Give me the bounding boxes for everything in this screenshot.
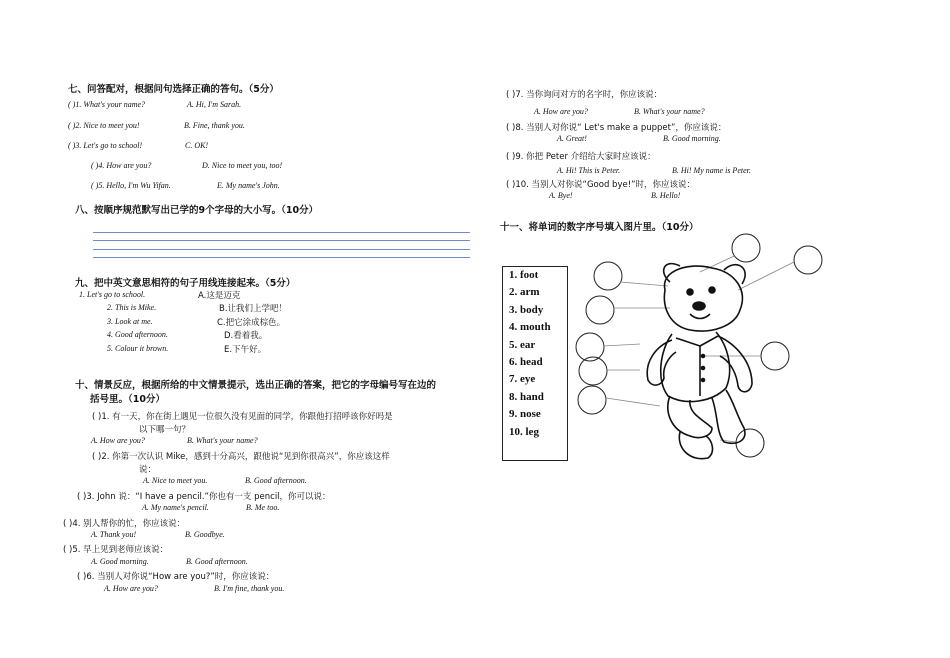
word-item: 3. body xyxy=(509,303,544,316)
sec10-question-1-cont: 以下哪一句？ xyxy=(139,425,191,435)
word-item: 1. foot xyxy=(509,269,539,281)
sec10-question-6: ( )6. 当别人对你说“How are you?”时，你应该说： xyxy=(77,572,275,582)
sec7-answer-d: D. Nice to meet you, too! xyxy=(202,161,283,170)
sec10-option-a: A. How are you? xyxy=(104,584,158,593)
sec10-option-a: A. Great! xyxy=(557,134,587,143)
writing-line xyxy=(93,249,470,250)
sec10-option-b: B. Hi! My name is Peter. xyxy=(672,166,751,175)
sec10-question-2: ( )2. 你第一次认识 Mike，感到十分高兴，跟他说“见到你很高兴”，你应该这样 xyxy=(92,452,390,462)
word-list-box xyxy=(502,266,568,461)
section8-title: 八、按顺序规范默写出已学的9个字母的大小写。（10分） xyxy=(75,205,319,216)
label-circle xyxy=(761,342,789,370)
word-item: 9. nose xyxy=(509,408,541,421)
sec9-english-2: 2. This is Mike. xyxy=(107,303,157,312)
sec9-chinese-d: D.看着我。 xyxy=(224,331,268,341)
sec10-option-a: A. How are you? xyxy=(91,436,145,445)
sec10-question-10: ( )10. 当别人对你说“Good bye!”时，你应该说： xyxy=(506,180,696,190)
writing-line xyxy=(93,240,470,241)
word-item: 5. ear xyxy=(509,338,536,351)
sec7-question-4: ( )4. How are you? xyxy=(91,161,152,170)
sec7-question-3: ( )3. Let's go to school! xyxy=(68,141,143,150)
writing-line xyxy=(93,232,470,233)
word-item: 10. leg xyxy=(509,425,539,438)
label-circle xyxy=(579,357,607,385)
label-circle xyxy=(736,429,764,457)
sec10-question-1: ( )1. 有一天，你在街上遇见一位很久没有见面的同学，你跟他打招呼该你好吗是 xyxy=(92,412,393,422)
bear-illustration xyxy=(575,230,825,470)
sec7-question-2: ( )2. Nice to meet you! xyxy=(68,121,140,130)
sec9-chinese-a: A.这是迈克 xyxy=(198,291,241,301)
section10-title: 十、情景反应，根据所给的中文情景提示，选出正确的答案，把它的字母编号写在边的 xyxy=(75,380,437,391)
sec10-option-b: B. What's your name? xyxy=(187,436,258,445)
word-item: 2. arm xyxy=(509,286,540,299)
section11-title: 十一、将单词的数字序号填入图片里。（10分） xyxy=(500,222,699,233)
sec10-option-b: B. What's your name? xyxy=(634,107,705,116)
word-item: 4. mouth xyxy=(509,321,551,334)
label-circle xyxy=(794,246,822,274)
sec10-question-5: ( )5. 早上见到老师应该说： xyxy=(63,545,169,555)
sec9-english-3: 3. Look at me. xyxy=(107,317,153,326)
sec7-answer-b: B. Fine, thank you. xyxy=(184,121,245,130)
sec10-option-a: A. My name's pencil. xyxy=(142,503,209,512)
sec10-option-b: B. Good morning. xyxy=(663,134,721,143)
sec7-question-1: ( )1. What's your name? xyxy=(68,100,146,109)
sec10-option-a: A. Hi! This is Peter. xyxy=(557,166,621,175)
label-circle xyxy=(578,386,606,414)
sec7-question-5: ( )5. Hello, I'm Wu Yifan. xyxy=(91,181,171,190)
sec10-question-3: ( )3. John 说：“I have a pencil.”你也有一支 pencil，你可以说： xyxy=(77,492,331,502)
label-circle xyxy=(732,234,760,262)
sec10-option-a: A. Bye! xyxy=(549,191,573,200)
sec10-question-8: ( )8. 当别人对你说“ Let's make a puppet”，你应该说： xyxy=(506,123,727,133)
section10-title-cont: 括号里。（10分） xyxy=(90,394,165,405)
sec10-question-9: ( )9. 你把 Peter 介绍给大家时应该说： xyxy=(506,152,656,162)
sec10-option-b: B. Good afternoon. xyxy=(245,476,307,485)
sec9-english-1: 1. Let's go to school. xyxy=(79,290,146,299)
sec9-chinese-e: E.下午好。 xyxy=(224,345,267,355)
sec10-option-a: A. Good morning. xyxy=(91,557,149,566)
sec9-chinese-c: C.把它涂成棕色。 xyxy=(217,318,286,328)
word-item: 7. eye xyxy=(509,373,536,386)
label-circle xyxy=(576,333,604,361)
sec10-question-2-cont: 说： xyxy=(139,465,157,475)
sec7-answer-a: A. Hi, I'm Sarah. xyxy=(187,100,242,109)
label-circle xyxy=(586,296,614,324)
sec10-option-b: B. Good afternoon. xyxy=(186,557,248,566)
sec10-question-4: ( )4. 别人帮你的忙，你应该说： xyxy=(63,519,186,529)
sec9-english-5: 5. Colour it brown. xyxy=(107,344,169,353)
sec7-answer-e: E. My name's John. xyxy=(217,181,280,190)
sec10-option-a: A. Nice to meet you. xyxy=(143,476,208,485)
word-item: 6. head xyxy=(509,355,543,368)
sec7-answer-c: C. OK! xyxy=(185,141,209,150)
word-item: 8. hand xyxy=(509,390,544,403)
sec10-option-a: A. Thank you! xyxy=(91,530,137,539)
sec10-question-7: ( )7. 当你询问对方的名字时，你应该说： xyxy=(506,90,663,100)
sec10-option-b: B. Hello! xyxy=(651,191,681,200)
sec10-option-b: B. Me too. xyxy=(246,503,280,512)
sec9-english-4: 4. Good afternoon. xyxy=(107,330,168,339)
sec10-option-a: A. How are you? xyxy=(534,107,588,116)
sec10-option-b: B. I'm fine, thank you. xyxy=(214,584,285,593)
section9-title: 九、把中英文意思相符的句子用线连接起来。（5分） xyxy=(75,278,296,289)
section7-title: 七、问答配对，根据问句选择正确的答句。（5分） xyxy=(68,84,279,95)
label-circle xyxy=(594,262,622,290)
sec10-option-b: B. Goodbye. xyxy=(185,530,225,539)
sec9-chinese-b: B.让我们上学吧！ xyxy=(219,304,288,314)
writing-line xyxy=(93,257,470,258)
